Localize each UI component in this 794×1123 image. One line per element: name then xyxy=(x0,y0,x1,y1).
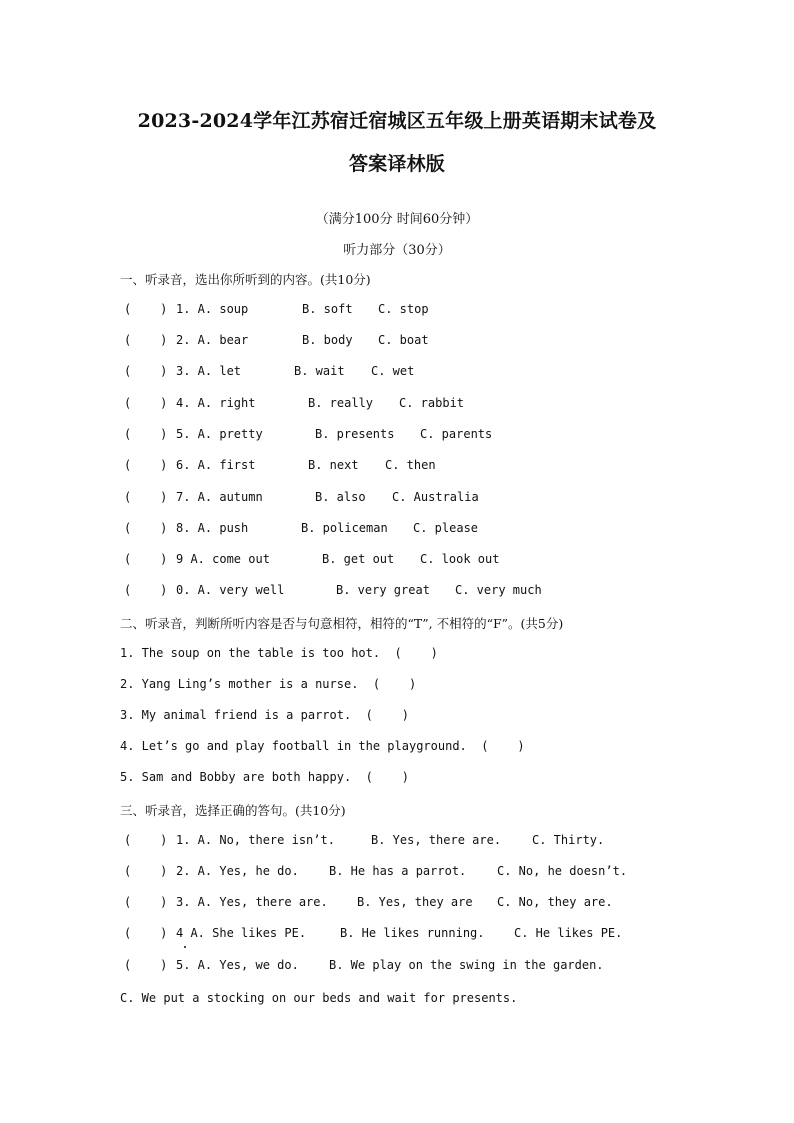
section-3-heading: 三、听录音，选择正确的答句。(共10分) xyxy=(120,803,346,818)
answer-blank[interactable]: ( ) xyxy=(124,958,168,972)
option-a: 0. A. very well xyxy=(176,583,285,597)
option-a: 1. A. No, there isn’t. xyxy=(176,833,335,847)
emphasis-dot xyxy=(184,946,186,948)
option-c: C. No, he doesn’t. xyxy=(497,864,628,878)
option-a: 2. A. bear xyxy=(176,333,249,347)
option-c: C. wet xyxy=(371,364,415,378)
option-a: 3. A. let xyxy=(176,364,242,378)
option-b: B. He likes running. xyxy=(340,926,485,940)
option-b: B. very great xyxy=(336,583,430,597)
answer-blank[interactable]: ( ) xyxy=(124,396,168,410)
sec2-statement-3: 3. My animal friend is a parrot. ( ) xyxy=(120,708,409,722)
option-b: B. He has a parrot. xyxy=(329,864,467,878)
option-c: C. He likes PE. xyxy=(514,926,623,940)
answer-blank[interactable]: ( ) xyxy=(124,895,168,909)
option-a: 4 A. She likes PE. xyxy=(176,926,307,940)
option-b: B. Yes, there are. xyxy=(371,833,502,847)
option-c: C. stop xyxy=(378,302,429,316)
option-c: C. No, they are. xyxy=(497,895,613,909)
option-a: 4. A. right xyxy=(176,396,256,410)
sec3-question-5-option-c: C. We put a stocking on our beds and wait for presents. xyxy=(120,991,518,1005)
answer-blank[interactable]: ( ) xyxy=(124,864,168,878)
exam-meta: （满分100分 时间60分钟） xyxy=(315,212,479,227)
answer-blank[interactable]: ( ) xyxy=(124,333,168,347)
option-a: 2. A. Yes, he do. xyxy=(176,864,299,878)
option-b: B. also xyxy=(315,490,366,504)
option-c: C. look out xyxy=(420,552,500,566)
option-a: 9 A. come out xyxy=(176,552,270,566)
option-a: 8. A. push xyxy=(176,521,249,535)
section-2-heading: 二、听录音，判断所听内容是否与句意相符，相符的“T”, 不相符的“F”。(共5分) xyxy=(120,616,564,631)
answer-blank[interactable]: ( ) xyxy=(124,552,168,566)
option-b: B. policeman xyxy=(301,521,388,535)
option-a: 5. A. pretty xyxy=(176,427,263,441)
answer-blank[interactable]: ( ) xyxy=(124,521,168,535)
option-c: C. then xyxy=(385,458,436,472)
option-b: B. soft xyxy=(302,302,353,316)
sec2-statement-1: 1. The soup on the table is too hot. ( ) xyxy=(120,646,438,660)
answer-blank[interactable]: ( ) xyxy=(124,427,168,441)
option-b: B. get out xyxy=(322,552,395,566)
option-a: 1. A. soup xyxy=(176,302,249,316)
answer-blank[interactable]: ( ) xyxy=(124,926,168,940)
answer-blank[interactable]: ( ) xyxy=(124,458,168,472)
option-b: B. wait xyxy=(294,364,345,378)
answer-blank[interactable]: ( ) xyxy=(124,302,168,316)
option-c: C. parents xyxy=(420,427,493,441)
option-c: C. please xyxy=(413,521,479,535)
answer-blank[interactable]: ( ) xyxy=(124,490,168,504)
sec2-statement-2: 2. Yang Ling’s mother is a nurse. ( ) xyxy=(120,677,417,691)
option-c: C. very much xyxy=(455,583,542,597)
answer-blank[interactable]: ( ) xyxy=(124,833,168,847)
option-a: 3. A. Yes, there are. xyxy=(176,895,328,909)
answer-blank[interactable]: ( ) xyxy=(124,364,168,378)
option-c: C. boat xyxy=(378,333,429,347)
option-b: B. next xyxy=(308,458,359,472)
option-c: C. Thirty. xyxy=(532,833,605,847)
listening-part-heading: 听力部分（30分） xyxy=(343,243,451,258)
document-title-line-2: 答案译林版 xyxy=(348,153,445,175)
document-title-line-1: 2023-2024学年江苏宿迁宿城区五年级上册英语期末试卷及 xyxy=(137,110,657,132)
answer-blank[interactable]: ( ) xyxy=(124,583,168,597)
option-a: 5. A. Yes, we do. xyxy=(176,958,299,972)
option-b: B. Yes, they are xyxy=(357,895,473,909)
option-c: C. Australia xyxy=(392,490,479,504)
option-b: B. really xyxy=(308,396,374,410)
option-b: B. presents xyxy=(315,427,395,441)
section-1-heading: 一、听录音，选出你所听到的内容。(共10分) xyxy=(120,272,371,287)
sec2-statement-5: 5. Sam and Bobby are both happy. ( ) xyxy=(120,770,409,784)
option-a: 7. A. autumn xyxy=(176,490,263,504)
option-b: B. We play on the swing in the garden. xyxy=(329,958,604,972)
option-b: B. body xyxy=(302,333,353,347)
option-c: C. rabbit xyxy=(399,396,465,410)
sec2-statement-4: 4. Let’s go and play football in the playground. ( ) xyxy=(120,739,525,753)
option-a: 6. A. first xyxy=(176,458,256,472)
